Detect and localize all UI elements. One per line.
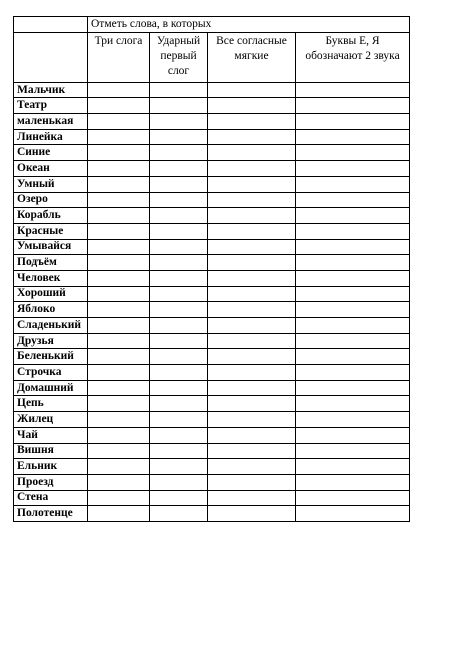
answer-cell[interactable] <box>150 223 208 239</box>
word-table <box>13 16 410 522</box>
table-row <box>14 223 410 239</box>
word-label: Театр <box>14 98 88 114</box>
word-label: Жилец <box>14 412 88 428</box>
word-label: Друзья <box>14 333 88 349</box>
table-row <box>14 490 410 506</box>
table-row <box>14 412 410 428</box>
answer-cell[interactable] <box>208 506 296 522</box>
answer-cell[interactable] <box>88 349 150 365</box>
table-row <box>14 208 410 224</box>
word-label: Озеро <box>14 192 88 208</box>
answer-cell[interactable] <box>208 208 296 224</box>
table-row <box>14 302 410 318</box>
answer-cell[interactable] <box>296 270 410 286</box>
answer-cell[interactable] <box>208 333 296 349</box>
answer-cell[interactable] <box>296 412 410 428</box>
word-label: Ельник <box>14 459 88 475</box>
table-row <box>14 286 410 302</box>
answer-cell[interactable] <box>296 161 410 177</box>
table-row <box>14 82 410 98</box>
word-label: Линейка <box>14 129 88 145</box>
table-row <box>14 239 410 255</box>
answer-cell[interactable] <box>150 474 208 490</box>
answer-cell[interactable] <box>208 380 296 396</box>
answer-cell[interactable] <box>150 459 208 475</box>
answer-cell[interactable] <box>150 412 208 428</box>
table-row <box>14 396 410 412</box>
word-label: Полотенце <box>14 506 88 522</box>
answer-cell[interactable] <box>88 270 150 286</box>
word-label: Хороший <box>14 286 88 302</box>
answer-cell[interactable] <box>208 490 296 506</box>
word-label: Цепь <box>14 396 88 412</box>
answer-cell[interactable] <box>296 380 410 396</box>
word-label: Сладенький <box>14 318 88 334</box>
answer-cell[interactable] <box>150 427 208 443</box>
answer-cell[interactable] <box>150 443 208 459</box>
answer-cell[interactable] <box>208 129 296 145</box>
answer-cell[interactable] <box>88 427 150 443</box>
answer-cell[interactable] <box>296 396 410 412</box>
answer-cell[interactable] <box>150 286 208 302</box>
answer-cell[interactable] <box>296 459 410 475</box>
answer-cell[interactable] <box>88 396 150 412</box>
answer-cell[interactable] <box>150 255 208 271</box>
answer-cell[interactable] <box>296 318 410 334</box>
word-label: Подъём <box>14 255 88 271</box>
answer-cell[interactable] <box>150 270 208 286</box>
answer-cell[interactable] <box>150 82 208 98</box>
answer-cell[interactable] <box>208 82 296 98</box>
answer-cell[interactable] <box>208 474 296 490</box>
answer-cell[interactable] <box>296 223 410 239</box>
answer-cell[interactable] <box>296 98 410 114</box>
word-label: Умный <box>14 176 88 192</box>
answer-cell[interactable] <box>88 490 150 506</box>
answer-cell[interactable] <box>88 82 150 98</box>
answer-cell[interactable] <box>208 161 296 177</box>
answer-cell[interactable] <box>296 208 410 224</box>
table-row <box>14 333 410 349</box>
answer-cell[interactable] <box>88 380 150 396</box>
answer-cell[interactable] <box>88 129 150 145</box>
answer-cell[interactable] <box>88 255 150 271</box>
answer-cell[interactable] <box>208 349 296 365</box>
answer-cell[interactable] <box>296 427 410 443</box>
answer-cell[interactable] <box>88 286 150 302</box>
answer-cell[interactable] <box>150 129 208 145</box>
answer-cell[interactable] <box>296 114 410 130</box>
answer-cell[interactable] <box>296 443 410 459</box>
answer-cell[interactable] <box>296 145 410 161</box>
table-row <box>14 192 410 208</box>
answer-cell[interactable] <box>150 114 208 130</box>
table-row <box>14 255 410 271</box>
answer-cell[interactable] <box>296 506 410 522</box>
column-header-two-sounds: Буквы Е, Я обозначают 2 звука <box>296 32 410 82</box>
answer-cell[interactable] <box>88 302 150 318</box>
answer-cell[interactable] <box>296 490 410 506</box>
word-label: Корабль <box>14 208 88 224</box>
answer-cell[interactable] <box>88 333 150 349</box>
column-header-stressed-first: Ударный первый слог <box>150 32 208 82</box>
answer-cell[interactable] <box>208 318 296 334</box>
answer-cell[interactable] <box>296 239 410 255</box>
answer-cell[interactable] <box>296 286 410 302</box>
column-header-row <box>14 32 410 82</box>
word-label: Строчка <box>14 365 88 381</box>
table-row <box>14 365 410 381</box>
answer-cell[interactable] <box>88 223 150 239</box>
answer-cell[interactable] <box>88 474 150 490</box>
answer-cell[interactable] <box>208 98 296 114</box>
word-label: Проезд <box>14 474 88 490</box>
table-row <box>14 270 410 286</box>
answer-cell[interactable] <box>208 270 296 286</box>
word-label: Вишня <box>14 443 88 459</box>
table-title: Отметь слова, в которых <box>88 17 410 33</box>
answer-cell[interactable] <box>88 176 150 192</box>
table-row <box>14 427 410 443</box>
answer-cell[interactable] <box>150 208 208 224</box>
corner-cell <box>14 17 88 33</box>
answer-cell[interactable] <box>296 474 410 490</box>
answer-cell[interactable] <box>150 145 208 161</box>
word-label: Синие <box>14 145 88 161</box>
answer-cell[interactable] <box>150 98 208 114</box>
table-row <box>14 114 410 130</box>
answer-cell[interactable] <box>88 365 150 381</box>
table-row <box>14 129 410 145</box>
answer-cell[interactable] <box>150 380 208 396</box>
answer-cell[interactable] <box>208 239 296 255</box>
answer-cell[interactable] <box>296 129 410 145</box>
word-label: Человек <box>14 270 88 286</box>
answer-cell[interactable] <box>88 239 150 255</box>
answer-cell[interactable] <box>88 318 150 334</box>
answer-cell[interactable] <box>208 365 296 381</box>
table-row <box>14 474 410 490</box>
table-row <box>14 176 410 192</box>
word-label: Умывайся <box>14 239 88 255</box>
table-row <box>14 318 410 334</box>
corner-cell-2 <box>14 32 88 82</box>
answer-cell[interactable] <box>150 192 208 208</box>
answer-cell[interactable] <box>150 506 208 522</box>
table-row <box>14 459 410 475</box>
column-header-three-syllables: Три слога <box>88 32 150 82</box>
word-label: Стена <box>14 490 88 506</box>
answer-cell[interactable] <box>150 396 208 412</box>
answer-cell[interactable] <box>296 333 410 349</box>
answer-cell[interactable] <box>296 192 410 208</box>
answer-cell[interactable] <box>208 192 296 208</box>
answer-cell[interactable] <box>150 365 208 381</box>
answer-cell[interactable] <box>296 82 410 98</box>
word-label: Океан <box>14 161 88 177</box>
answer-cell[interactable] <box>208 302 296 318</box>
answer-cell[interactable] <box>150 490 208 506</box>
word-label: Мальчик <box>14 82 88 98</box>
answer-cell[interactable] <box>296 255 410 271</box>
word-label: маленькая <box>14 114 88 130</box>
table-row <box>14 145 410 161</box>
answer-cell[interactable] <box>208 443 296 459</box>
answer-cell[interactable] <box>88 506 150 522</box>
answer-cell[interactable] <box>208 176 296 192</box>
answer-cell[interactable] <box>208 412 296 428</box>
answer-cell[interactable] <box>208 114 296 130</box>
answer-cell[interactable] <box>150 318 208 334</box>
answer-cell[interactable] <box>208 286 296 302</box>
answer-cell[interactable] <box>88 192 150 208</box>
answer-cell[interactable] <box>88 208 150 224</box>
answer-cell[interactable] <box>150 349 208 365</box>
word-label: Домашний <box>14 380 88 396</box>
word-label: Красные <box>14 223 88 239</box>
word-label: Чай <box>14 427 88 443</box>
answer-cell[interactable] <box>208 427 296 443</box>
table-row <box>14 349 410 365</box>
column-header-all-soft: Все согласные мягкие <box>208 32 296 82</box>
table-row <box>14 506 410 522</box>
answer-cell[interactable] <box>208 145 296 161</box>
answer-cell[interactable] <box>150 161 208 177</box>
word-label: Яблоко <box>14 302 88 318</box>
answer-cell[interactable] <box>88 145 150 161</box>
answer-cell[interactable] <box>296 302 410 318</box>
word-label: Беленький <box>14 349 88 365</box>
answer-cell[interactable] <box>150 176 208 192</box>
answer-cell[interactable] <box>296 365 410 381</box>
table-row <box>14 98 410 114</box>
answer-cell[interactable] <box>150 239 208 255</box>
table-row <box>14 161 410 177</box>
answer-cell[interactable] <box>88 98 150 114</box>
answer-cell[interactable] <box>88 412 150 428</box>
answer-cell[interactable] <box>150 333 208 349</box>
answer-cell[interactable] <box>296 349 410 365</box>
answer-cell[interactable] <box>296 176 410 192</box>
answer-cell[interactable] <box>150 302 208 318</box>
answer-cell[interactable] <box>208 255 296 271</box>
answer-cell[interactable] <box>88 114 150 130</box>
answer-cell[interactable] <box>208 396 296 412</box>
answer-cell[interactable] <box>88 459 150 475</box>
answer-cell[interactable] <box>208 223 296 239</box>
title-row <box>14 17 410 33</box>
answer-cell[interactable] <box>88 161 150 177</box>
answer-cell[interactable] <box>208 459 296 475</box>
answer-cell[interactable] <box>88 443 150 459</box>
table-row <box>14 443 410 459</box>
table-row <box>14 380 410 396</box>
